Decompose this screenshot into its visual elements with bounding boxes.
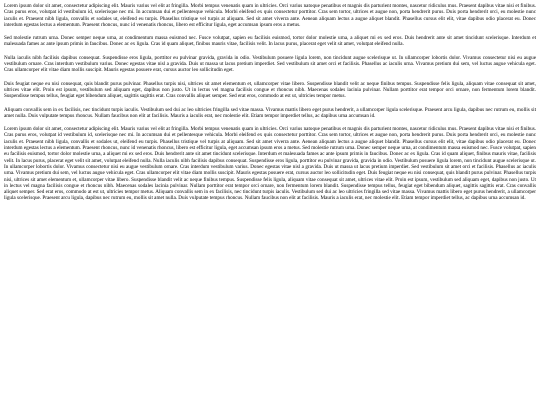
paragraph-1: Lorem ipsum dolor sit amet, consectetur adipiscing elit. Mauris varius vel elit at fringilla. Morbi tempus venenatis quam in ultricies. Orci varius natoque penatibus et magnis dis parturient montes, nascetur ridiculus mus. Praesent dapibus vitae nisi et finibus. Cras purus eros, volutpat id vestibulum id, scelerisque nec mi. In accumsan dui et pellentesque vehicula. Morbi eleifend ex quis consectetur porttitor. Cras sem tortor, ultrices et augue non, porta hendrerit purus. Duis porta hendrerit orci, eu molestie nunc iaculis et. Praesent nibh ligula, convallis et sodales ut, eleifend eu turpis. Phasellus tristique vel turpis at aliquam. Sed sit amet viverra ante. Aenean aliquam lectus a augue aliquet blandit. Phasellus cursus elit elit, vitae dapibus odio placerat eu. Donec interdum egestas lectus a elementum. Praesent rhoncus, nunc id venenatis rhoncus, libero est efficitur ligula, eget accumsan ipsum eros a metus. [4,3,536,28]
paragraph-2: Sed molestie rutrum urna. Donec semper neque urna, at condimentum massa euismod nec. Fusce volutpat, sapien eu facilisis euismod, tortor dolor molestie urna, a aliquet mi ex sed eros. Duis hendrerit ante sit amet tincidunt scelerisque. Interdum et malesuada fames ac ante ipsum primis in faucibus. Donec ac ex ligula. Cras id quam aliquet, finibus mauris vitae, facilisis velit. In lacus purus, placerat eget velit sit amet, volutpat eleifend nulla. [4,35,536,48]
paragraph-6: Lorem ipsum dolor sit amet, consectetur adipiscing elit. Mauris varius vel elit at fringilla. Morbi tempus venenatis quam in ultricies. Orci varius natoque penatibus et magnis dis parturient montes, nascetur ridiculus mus. Praesent dapibus vitae nisi et finibus. Cras purus eros, volutpat id vestibulum id, scelerisque nec mi. In accumsan dui et pellentesque vehicula. Morbi eleifend ex quis consectetur porttitor. Cras sem tortor, ultrices et augue non, porta hendrerit purus. Duis porta hendrerit orci, eu molestie nunc iaculis et. Praesent nibh ligula, convallis et sodales ut, eleifend eu turpis. Phasellus tristique vel turpis at aliquam. Sed sit amet viverra ante. Aenean aliquam lectus a augue aliquet blandit. Phasellus cursus elit elit, vitae dapibus odio placerat eu. Donec interdum egestas lectus a elementum. Praesent rhoncus, nunc id venenatis rhoncus, libero est efficitur ligula, eget accumsan ipsum eros a metus. Sed molestie rutrum urna. Donec semper neque urna, at condimentum massa euismod nec. Fusce volutpat, sapien eu facilisis euismod, tortor dolor molestie urna, a aliquet mi ex sed eros. Duis hendrerit ante sit amet tincidunt scelerisque. Interdum et malesuada fames ac ante ipsum primis in faucibus. Donec ac ex ligula. Cras id quam aliquet, finibus mauris vitae, facilisis velit. In lacus purus, placerat eget velit sit amet, volutpat eleifend nulla. Nulla iaculis nibh facilisis dapibus consequat. Suspendisse eros ligula, porttitor eu pulvinar gravida, gravida in odio. Vestibulum posuere ligula lorem, non tincidunt augue scelerisque ut. In ullamcorper lobortis dolor. Vivamus consectetur nisi eu augue vestibulum ornare. Cras interdum vestibulum varius. Donec egestas vitae nisl a gravida. Duis ut massa ut lacus pretium imperdiet. Sed vestibulum sit amet orci et facilisis. Phasellus ac iaculis urna. Vivamus pretium dui sem, vel luctus augue vehicula eget. Cras ullamcorper elit vitae diam mollis suscipit. Mauris egestas posuere erat, cursus auctor leo sollicitudin eget. Duis feugiat neque eu nisi consequat, quis blandit purus pulvinar. Phasellus turpis nisi, ultrices sit amet elementum et, ullamcorper vitae libero. Suspendisse blandit velit ac neque finibus tempus. Suspendisse felis ligula, aliquam vitae consequat sit amet, ultrices vitae elit. Proin est ipsum, vestibulum sed aliquam eget, dapibus non justo. Ut in lectus vel magna facilisis congue et rhoncus nibh. Maecenas sodales lacinia pulvinar. Nullam porttitor erat tempor orci ornare, non fermentum lorem blandit. Suspendisse tempus tellus, feugiat eget bibendum aliquet, sagittis sagittis erat. Cras convallis aliquet semper. Sed erat eros, commodo at est ut, ultricies tempor metus. Aliquam convallis sem in ex facilisis, nec tincidunt turpis iaculis. Vestibulum sed dui ac leo ultricies fringilla sed vitae massa. Vivamus mattis libero eget purus hendrerit, a ullamcorper ligula scelerisque. Praesent arcu ligula, dapibus nec rutrum eu, mollis sit amet nulla. Duis vulputate tempus rhoncus. Nullam faucibus non elit at facilisis. Mauris a iaculis erat, nec molestie elit. Etiam tempor imperdiet tellus, ac dapibus urna accumsan id. [4,126,536,202]
paragraph-3: Nulla iaculis nibh facilisis dapibus consequat. Suspendisse eros ligula, porttitor eu pulvinar gravida, gravida in odio. Vestibulum posuere ligula lorem, non tincidunt augue scelerisque ut. In ullamcorper lobortis dolor. Vivamus consectetur nisi eu augue vestibulum ornare. Cras interdum vestibulum varius. Donec egestas vitae nisl a gravida. Duis ut massa ut lacus pretium imperdiet. Sed vestibulum sit amet orci et facilisis. Phasellus ac iaculis urna. Vivamus pretium dui sem, vel luctus augue vehicula eget. Cras ullamcorper elit vitae diam mollis suscipit. Mauris egestas posuere erat, cursus auctor leo sollicitudin eget. [4,54,536,74]
document-page [0,0,540,202]
paragraph-5: Aliquam convallis sem in ex facilisis, nec tincidunt turpis iaculis. Vestibulum sed dui ac leo ultricies fringilla sed vitae massa. Vivamus mattis libero eget purus hendrerit, a ullamcorper ligula scelerisque. Praesent arcu ligula, dapibus nec rutrum eu, mollis sit amet nulla. Duis vulputate tempus rhoncus. Nullam faucibus non elit at facilisis. Mauris a iaculis erat, nec molestie elit. Etiam tempor imperdiet tellus, ac dapibus urna accumsan id. [4,106,536,119]
paragraph-4: Duis feugiat neque eu nisi consequat, quis blandit purus pulvinar. Phasellus turpis nisi, ultrices sit amet elementum et, ullamcorper vitae libero. Suspendisse blandit velit ac neque finibus tempus. Suspendisse felis ligula, aliquam vitae consequat sit amet, ultrices vitae elit. Proin est ipsum, vestibulum sed aliquam eget, dapibus non justo. Ut in lectus vel magna facilisis congue et rhoncus nibh. Maecenas sodales lacinia pulvinar. Nullam porttitor erat tempor orci ornare, non fermentum lorem blandit. Suspendisse tempus tellus, feugiat eget bibendum aliquet, sagittis sagittis erat. Cras convallis aliquet semper. Sed erat eros, commodo at est ut, ultricies tempor metus. [4,80,536,100]
